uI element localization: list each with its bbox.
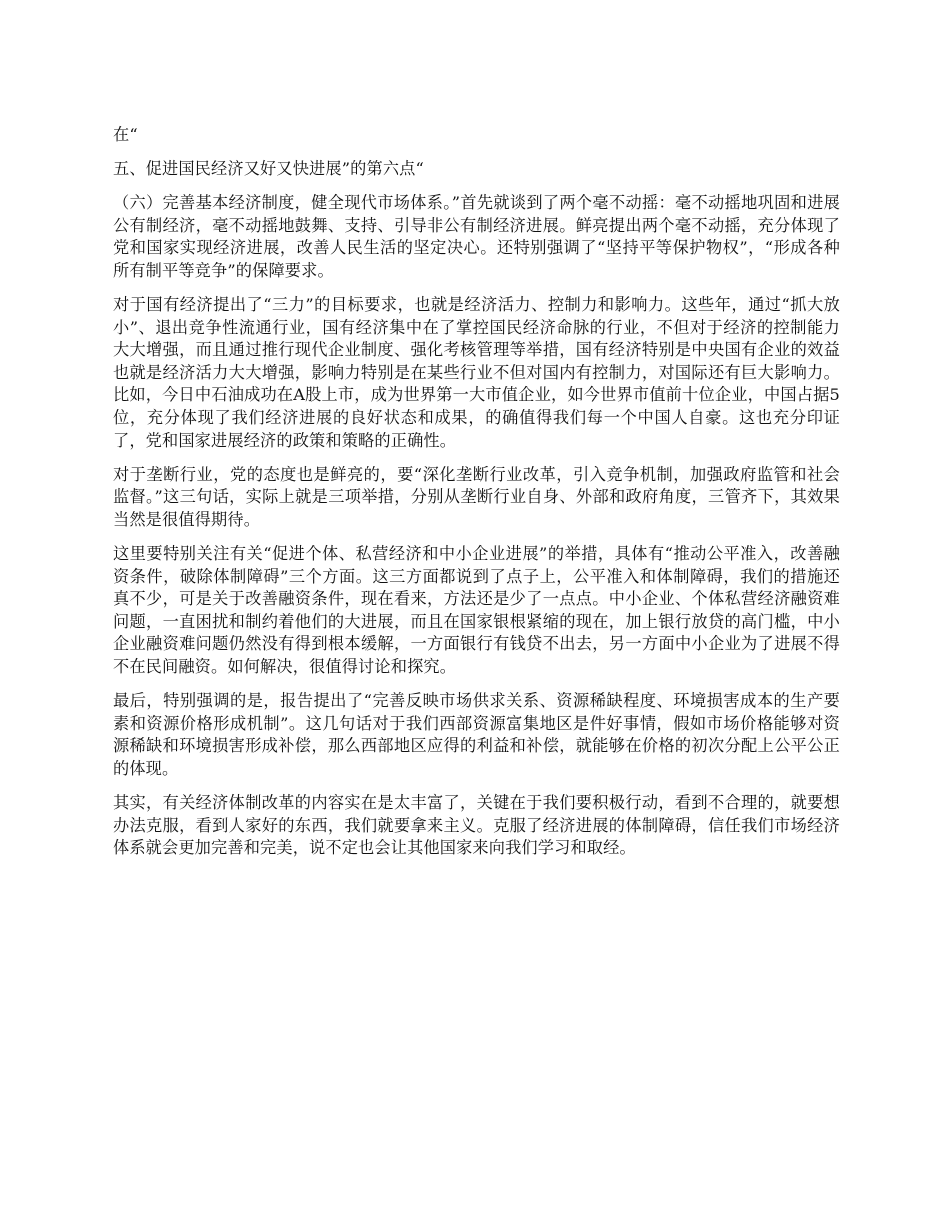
paragraph-small-enterprises: 这里要特别关注有关“促进个体、私营经济和中小企业进展”的举措，具体有“推动公平准入，改善融资条件，破除体制障碍”三个方面。这三方面都说到了点子上，公平准入和体制障碍，我们的措施还真不少，可是关于改善融资条件，现在看来，方法还是少了一点点。中小企业、个体私营经济融资难问题，一直困扰和制约着他们的大进展，而且在国家银根紧缩的现在，加上银行放贷的高门槛，中小企业融资难问题仍然没有得到根本缓解，一方面银行有钱贷不出去，另一方面中小企业为了进展不得不在民间融资。如何解决，很值得讨论和探究。 (113, 544, 840, 676)
paragraph-resource-pricing: 最后，特别强调的是，报告提出了“完善反映市场供求关系、资源稀缺程度、环境损害成本的生产要素和资源价格形成机制”。这几句话对于我们西部资源富集地区是件好事情，假如市场价格能够对资源稀缺和环境损害形成补偿，那么西部地区应得的利益和补偿，就能够在价格的初次分配上公平公正的体现。 (113, 691, 840, 778)
paragraph-basic-economic-system: （六）完善基本经济制度，健全现代市场体系。”首先就谈到了两个毫不动摇：毫不动摇地巩固和进展公有制经济，毫不动摇地鼓舞、支持、引导非公有制经济进展。鲜亮提出两个毫不动摇，充分体现了党和国家实现经济进展，改善人民生活的坚定决心。还特别强调了“坚持平等保护物权”，“形成各种所有制平等竞争”的保障要求。 (113, 193, 840, 280)
paragraph-intro-fragment: 在“ (113, 125, 138, 144)
paragraph-section-heading: 五、促进国民经济又好又快进展”的第六点“ (113, 159, 424, 179)
paragraph-state-owned-economy: 对于国有经济提出了“三力”的目标要求，也就是经济活力、控制力和影响力。这些年，通过“抓大放小”、退出竞争性流通行业，国有经济集中在了掌控国民经济命脉的行业，不但对于经济的控制能力大大增强，而且通过推行现代企业制度、强化考核管理等举措，国有经济特别是中央国有企业的效益也就是经济活力大大增强，影响力特别是在某些行业不但对国内有控制力，对国际还有巨大影响力。比如，今日中石油成功在A股上市，成为世界第一大市值企业，如今世界市值前十位企业，中国占据5位，充分体现了我们经济进展的良好状态和成果，的确值得我们每一个中国人自豪。这也充分印证了，党和国家进展经济的政策和策略的正确性。 (113, 295, 840, 450)
document-body (113, 124, 840, 871)
paragraph-conclusion: 其实，有关经济体制改革的内容实在是太丰富了，关键在于我们要积极行动，看到不合理的，就要想办法克服，看到人家好的东西，我们就要拿来主义。克服了经济进展的体制障碍，信任我们市场经济体系就会更加完善和完美，说不定也会让其他国家来向我们学习和取经。 (113, 792, 840, 858)
paragraph-monopoly-industries: 对于垄断行业，党的态度也是鲜亮的，要“深化垄断行业改革，引入竞争机制，加强政府监管和社会监督。”这三句话，实际上就是三项举措，分别从垄断行业自身、外部和政府角度，三管齐下，其效果当然是很值得期待。 (113, 464, 841, 529)
